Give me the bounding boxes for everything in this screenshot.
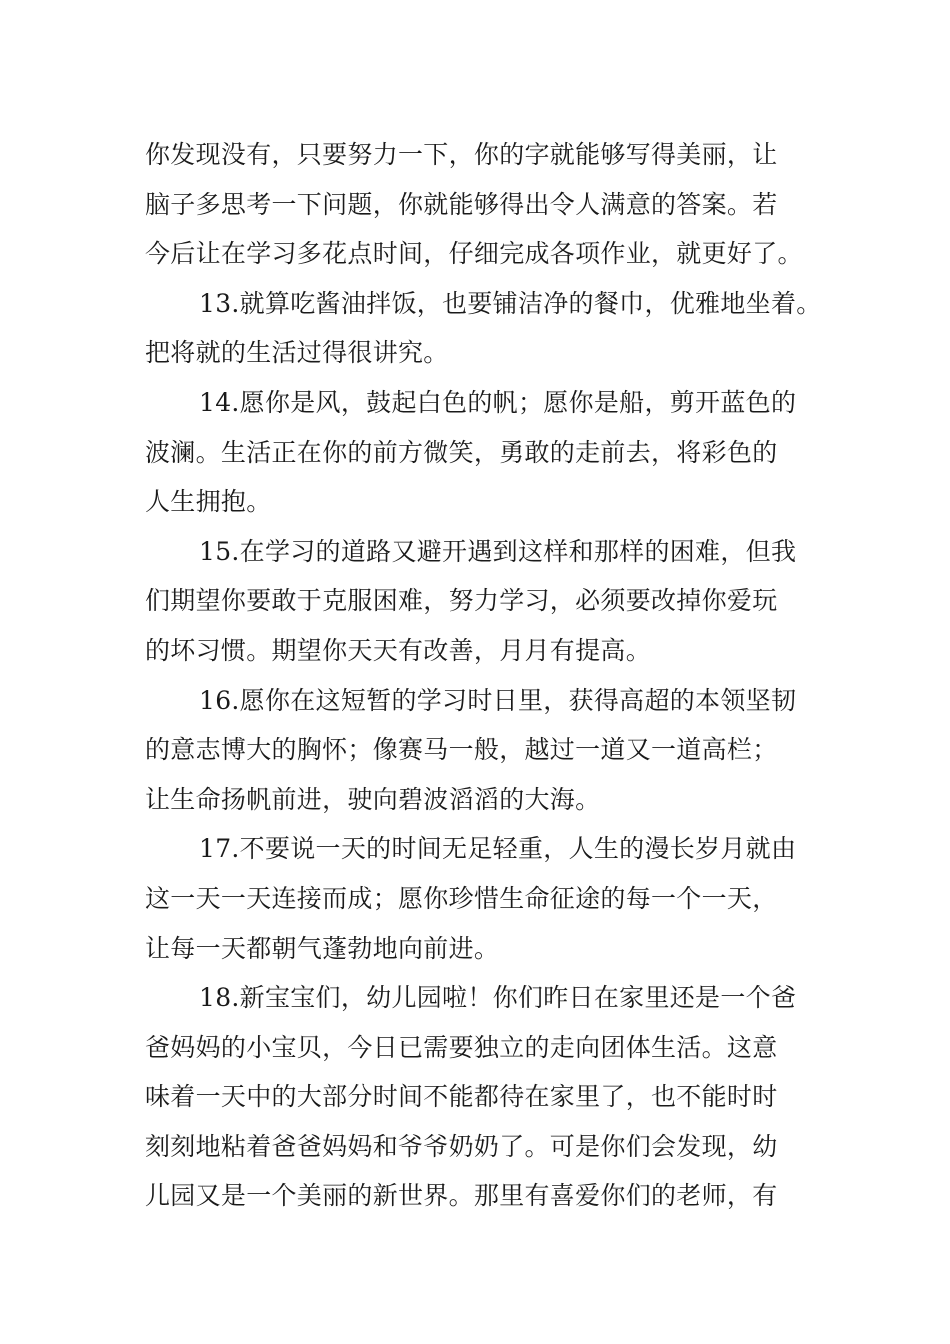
- paragraph-18-start: 18.新宝宝们，幼儿园啦！你们昨日在家里还是一个爸: [199, 983, 797, 1013]
- text-line: 儿园又是一个美丽的新世界。那里有喜爱你们的老师，有: [145, 1181, 778, 1211]
- paragraph-16-start: 16.愿你在这短暂的学习时日里，获得高超的本领坚韧: [199, 685, 797, 715]
- text-line: 的坏习惯。期望你天天有改善，月月有提高。: [145, 635, 652, 665]
- text-line: 这一天一天连接而成；愿你珍惜生命征途的每一个一天，: [145, 883, 778, 913]
- text-line: 爸妈妈的小宝贝，今日已需要独立的走向团体生活。这意: [145, 1032, 778, 1062]
- paragraph-17-start: 17.不要说一天的时间无足轻重，人生的漫长岁月就由: [199, 834, 797, 864]
- text-line: 你发现没有，只要努力一下，你的字就能够写得美丽，让: [145, 140, 778, 169]
- text-line: 让生命扬帆前进，驶向碧波滔滔的大海。: [145, 784, 601, 814]
- text-line: 让每一天都朝气蓬勃地向前进。: [145, 933, 500, 963]
- text-line: 们期望你要敢于克服困难，努力学习，必须要改掉你爱玩: [145, 586, 778, 616]
- paragraph-14-start: 14.愿你是风，鼓起白色的帆；愿你是船，剪开蓝色的: [199, 387, 797, 417]
- text-line: 人生拥抱。: [145, 487, 272, 517]
- text-line: 把将就的生活过得很讲究。: [145, 338, 449, 368]
- paragraph-13-start: 13.就算吃酱油拌饭，也要铺洁净的餐巾，优雅地坐着。: [199, 288, 822, 318]
- text-line: 今后让在学习多花点时间，仔细完成各项作业，就更好了。: [145, 239, 803, 269]
- paragraph-15-start: 15.在学习的道路又避开遇到这样和那样的困难，但我: [199, 536, 797, 566]
- text-line: 的意志博大的胸怀；像赛马一般，越过一道又一道高栏；: [145, 735, 778, 765]
- text-line: 脑子多思考一下问题，你就能够得出令人满意的答案。若: [145, 189, 778, 219]
- text-line: 刻刻地粘着爸爸妈妈和爷爷奶奶了。可是你们会发现，幼: [145, 1131, 778, 1161]
- document-body: [145, 130, 825, 1221]
- text-line: 波澜。生活正在你的前方微笑，勇敢的走前去，将彩色的: [145, 437, 778, 467]
- text-line: 味着一天中的大部分时间不能都待在家里了，也不能时时: [145, 1082, 778, 1112]
